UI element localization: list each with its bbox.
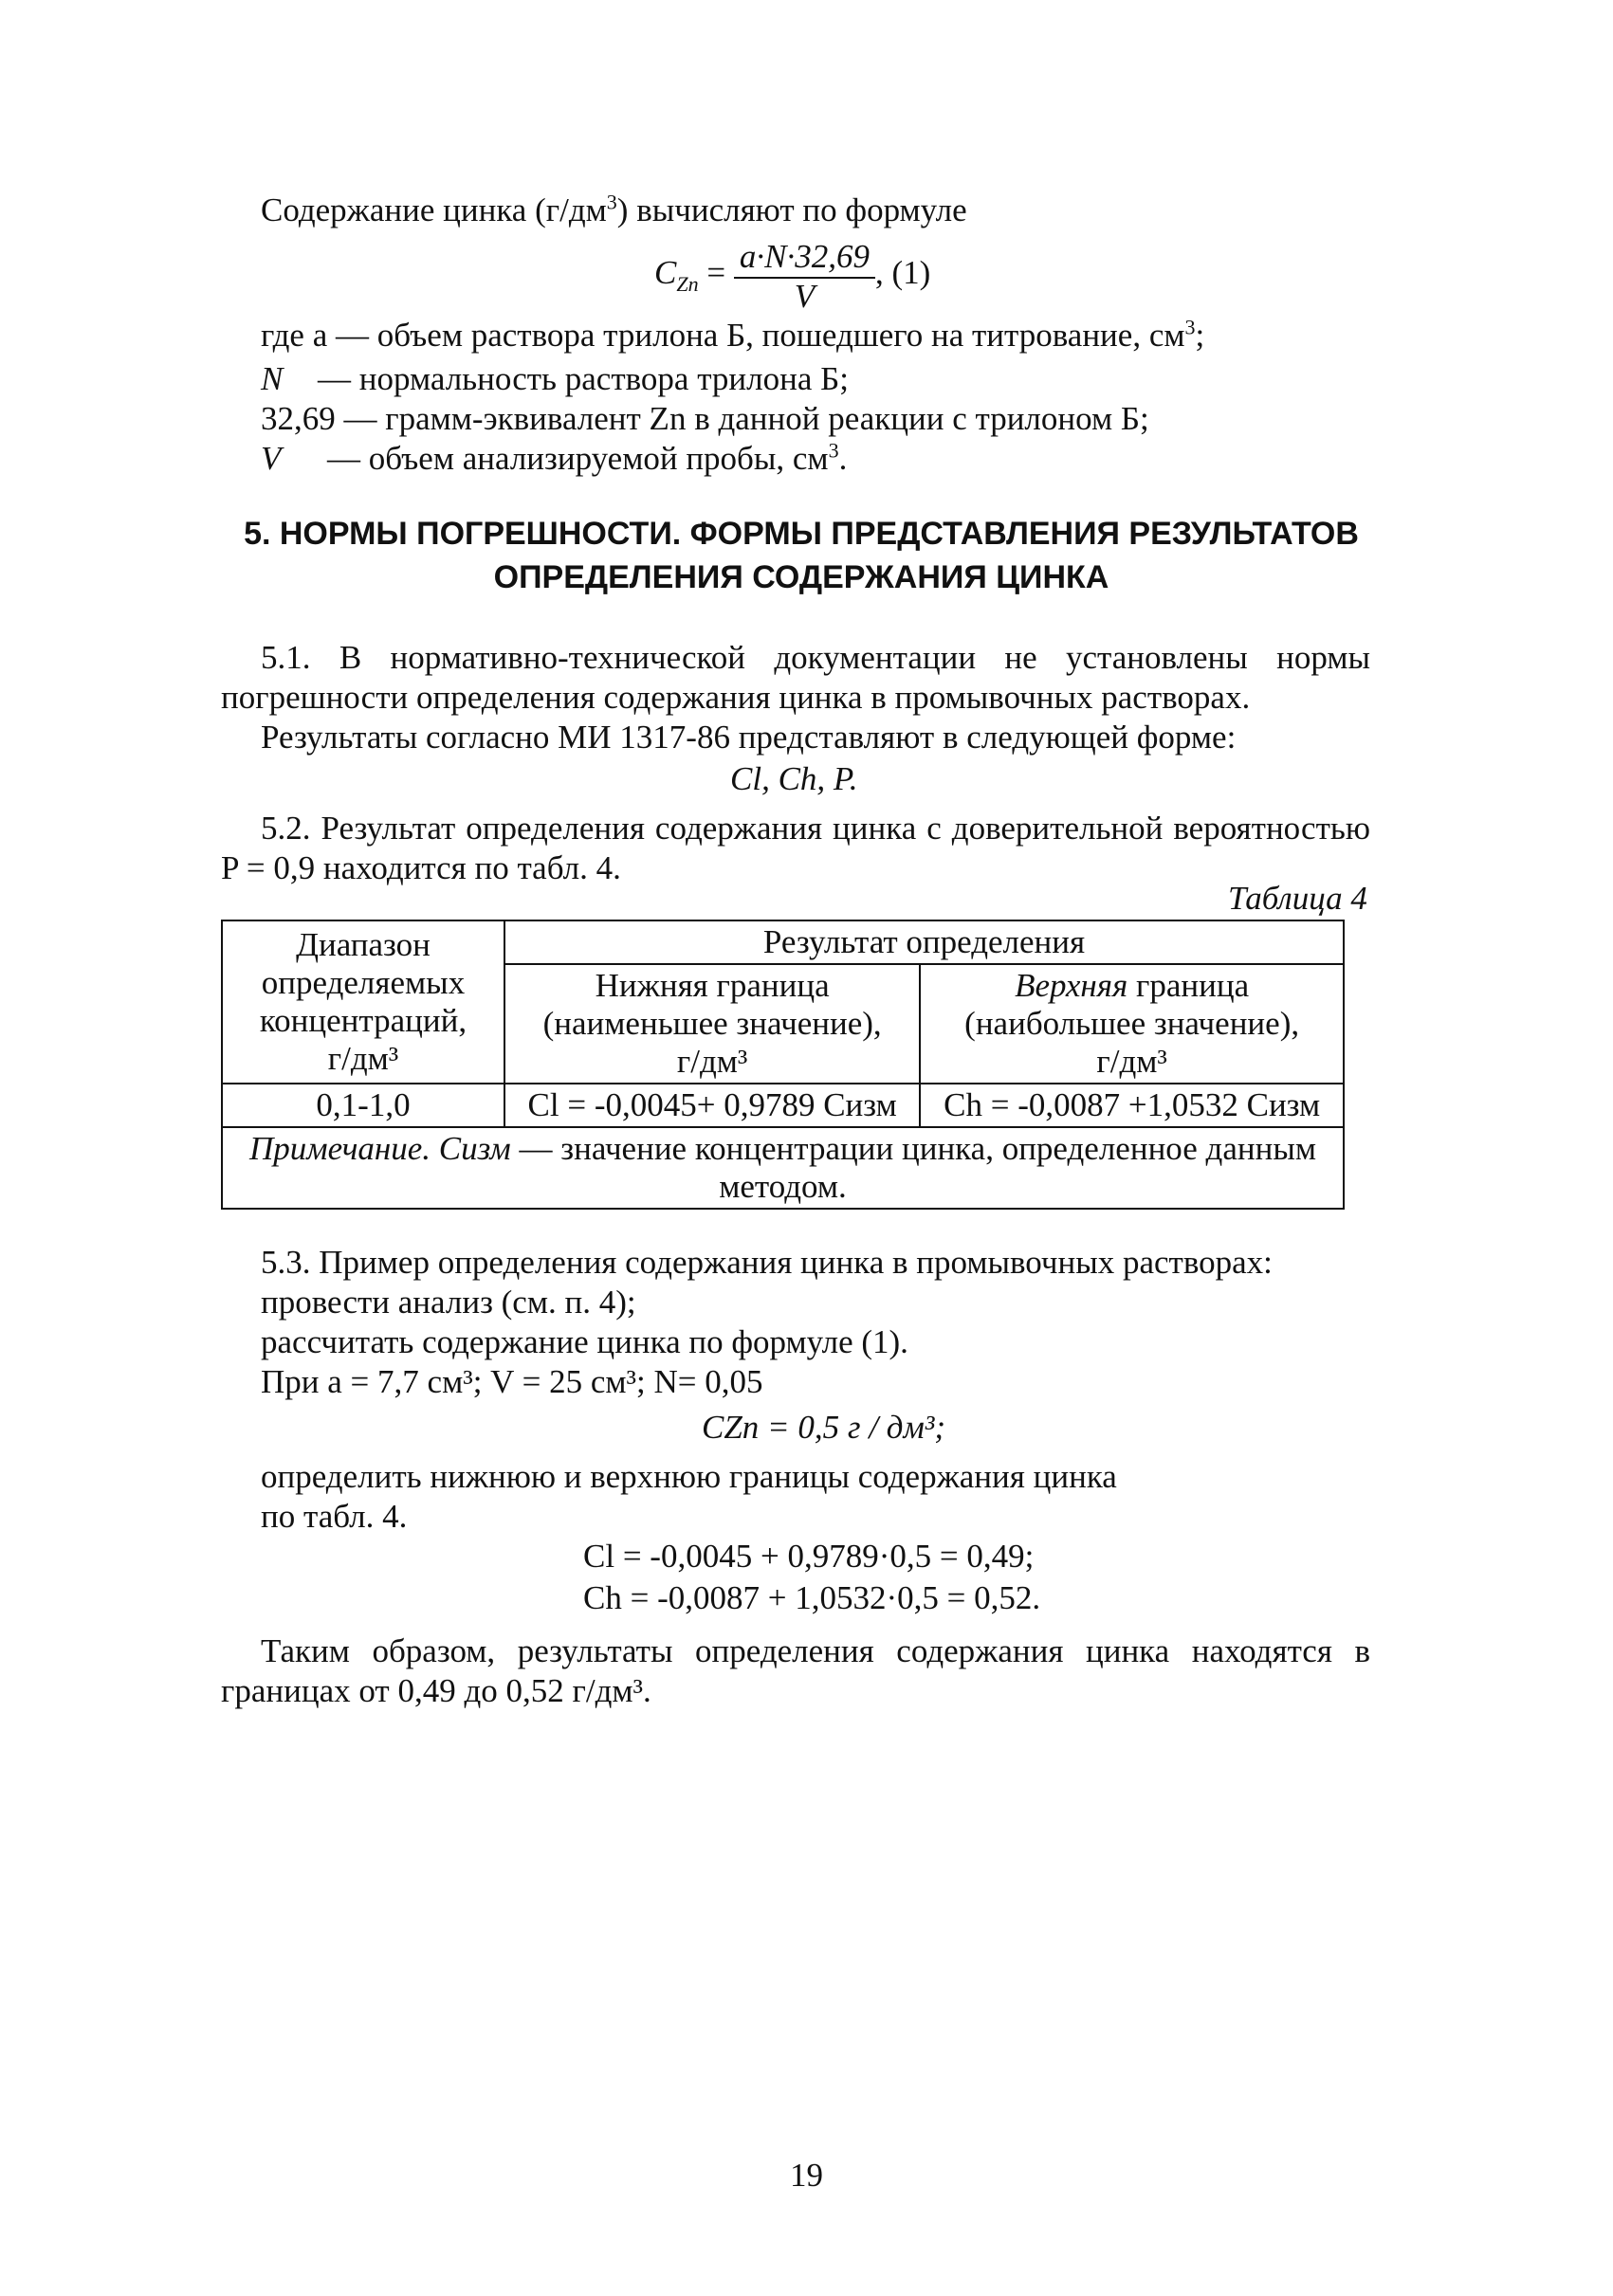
formula-1: $C_{Zn}$ = $\frac{a\cdot N\cdot 32,69}{V}$ , (1) <box>654 237 931 315</box>
section-5-heading-line2: ОПРЕДЕЛЕНИЯ СОДЕРЖАНИЯ ЦИНКА <box>493 559 1109 595</box>
p51-line3: Результаты согласно МИ 1317-86 представляют в следующей форме: <box>261 719 1237 756</box>
where-3269: 32,69 — грамм-эквивалент Zn в данной реакции с трилоном Б; <box>261 400 1149 437</box>
p53-line5: определить нижнюю и верхнюю границы содержания цинка <box>261 1458 1117 1495</box>
table-4 <box>221 920 1345 1210</box>
table-cell-range: 0,1-1,0 <box>222 1084 504 1127</box>
p52-line2: P = 0,9 находится по табл. 4. <box>221 849 621 886</box>
p53-line1: 5.3. Пример определения содержания цинка в промывочных растворах: <box>261 1244 1273 1281</box>
table-caption: Таблица 4 <box>1228 880 1367 917</box>
page-number: 19 <box>790 2157 823 2194</box>
where-v: V — объем анализируемой пробы, $см^3$. <box>261 438 848 477</box>
conclusion-line2: границах от 0,49 до 0,52 г/дм³. <box>221 1672 651 1709</box>
table-header-lower: Нижняя граница (наименьшее значение), г/дм³ <box>504 964 920 1084</box>
table-cell-lower: Cl = -0,0045+ 0,9789 Cизм <box>504 1084 920 1127</box>
where-a: где a — объем раствора трилона Б, пошедшего на титрование, $см^3$; <box>261 315 1205 354</box>
p53-line3: рассчитать содержание цинка по формуле (1). <box>261 1323 908 1360</box>
p53-line6: по табл. 4. <box>261 1498 408 1535</box>
p53-line4: При a = 7,7 см³; V = 25 см³; N= 0,05 <box>261 1363 763 1400</box>
conclusion-line1: Таким образом, результаты определения содержания цинка находятся в <box>261 1632 1370 1669</box>
formula-ch: Ch = -0,0087 + 1,0532·0,5 = 0,52. <box>583 1579 1041 1616</box>
table-header-upper: Верхняя граница (наибольшее значение), г/дм³ <box>920 964 1344 1084</box>
p53-line2: провести анализ (см. п. 4); <box>261 1284 636 1321</box>
section-5-heading-line1: 5. НОРМЫ ПОГРЕШНОСТИ. ФОРМЫ ПРЕДСТАВЛЕНИЯ РЕЗУЛЬТАТОВ <box>244 516 1359 552</box>
formula-czn: CZn = 0,5 г / дм³; <box>702 1409 945 1446</box>
p51-line2: погрешности определения содержания цинка в промывочных растворах. <box>221 679 1251 716</box>
p51-formula: Cl, Ch, P. <box>730 760 858 797</box>
formula-intro: Содержание цинка $(г/дм^3)$ вычисляют по формуле <box>261 190 967 228</box>
where-n: N — нормальность раствора трилона Б; <box>261 360 849 397</box>
table-header-result: Результат определения <box>504 920 1344 964</box>
formula-cl: Cl = -0,0045 + 0,9789·0,5 = 0,49; <box>583 1538 1035 1575</box>
p51-line1: 5.1. В нормативно-технической документации не установлены нормы <box>261 639 1370 676</box>
table-cell-upper: Ch = -0,0087 +1,0532 Cизм <box>920 1084 1344 1127</box>
table-note: Примечание. Cизм — значение концентрации цинка, определенное данным методом. <box>222 1127 1344 1209</box>
table-header-range: Диапазон определяемых концентраций, г/дм³ <box>222 920 504 1084</box>
p52-line1: 5.2. Результат определения содержания цинка с доверительной вероятностью <box>261 810 1370 847</box>
formula-1-fraction: $\frac{a\cdot N\cdot 32,69}{V}$ <box>734 237 875 315</box>
